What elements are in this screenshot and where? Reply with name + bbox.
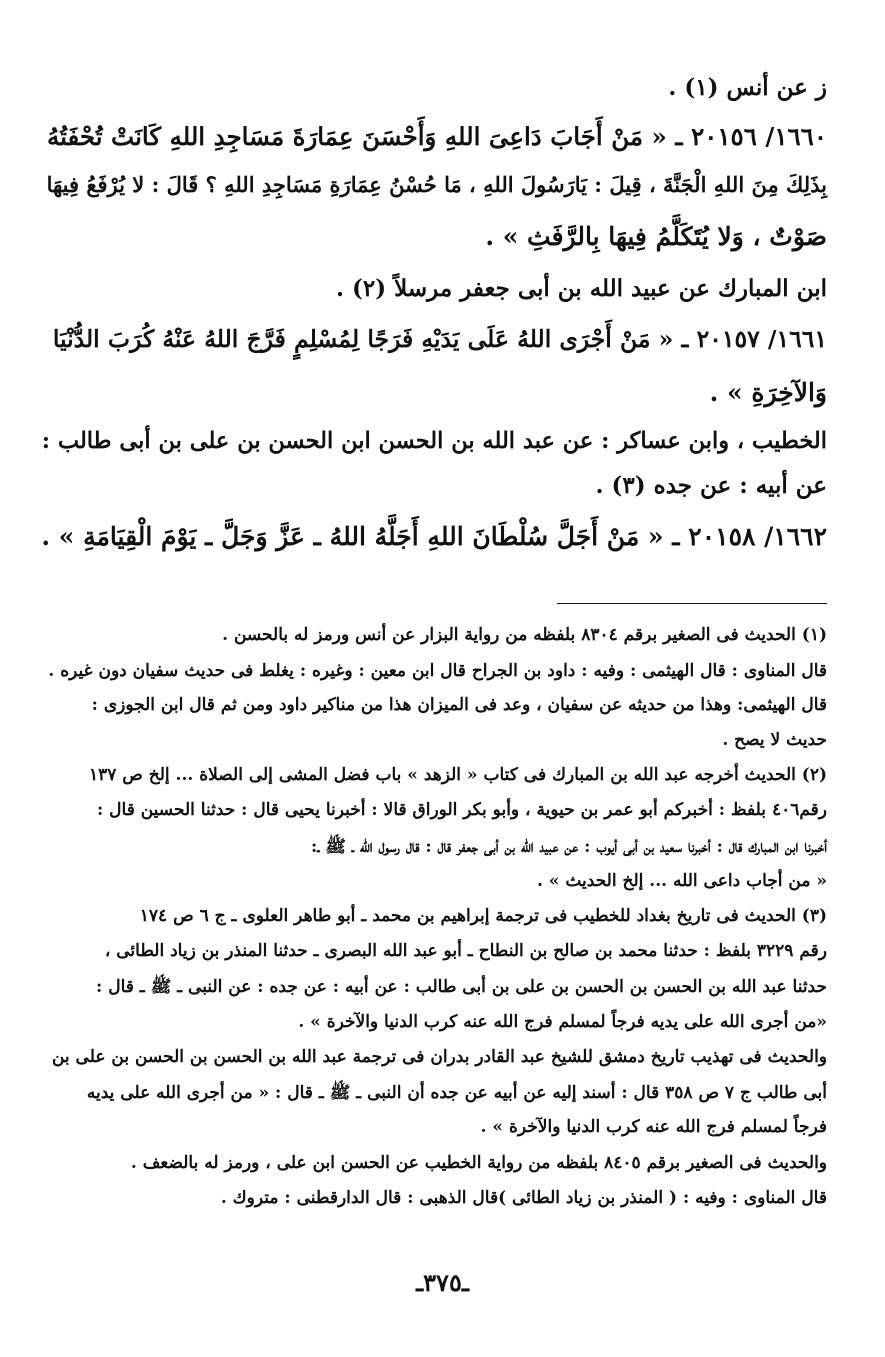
hadith-line-20156-b: بِذَلِكَ مِنَ اللهِ الْجَنَّةَ ، قِيلَ : يَارَسُولَ اللهِ ، مَا حُسْنُ عِمَارَةِ مَسَاجِدِ اللهِ ؟ قَالَ : لا يُرْفَعُ فِيهَا: [46, 172, 827, 197]
footnote-line: قال الهيثمى: وهذا من حديثه عن سفيان ، وعد فى الميزان هذا من مناكير داود ومن ثم قال ابن الجوزى :: [91, 695, 827, 715]
footnote-line: والحديث فى الصغير برقم ٨٤٠٥ بلفظه من رواية الخطيب عن الحسن ابن على ، ورمز له بالضعف .: [130, 1153, 827, 1173]
footnote-line: (٢) الحديث أخرجه عبد الله بن المبارك فى كتاب « الزهد » باب فضل المشى إلى الصلاة ... إلخ ص ١٣٧: [88, 765, 827, 785]
footnote-line: حدثنا عبد الله بن الحسن بن الحسن بن على بن أبى طالب : عن أبيه : عن جده : عن النبى ـ ﷺ ـ قال :: [96, 977, 827, 997]
footnote-line: أخبرنا ابن المبارك قال : أخبرنا سعيد بن أبى أيوب : عن عبيد الله بن أبى جعفر قال : قال رسول الله ـ ﷺ ـ:: [311, 837, 827, 857]
page-number: ـ٣٧٥ـ: [416, 1268, 469, 1297]
footnote-line: قال المناوى : قال الهيثمى : وفيه : داود بن الجراح قال ابن معين : وغيره : يغلط فى حديث سفيان دون غيره .: [48, 661, 827, 681]
source-line-1: ابن المبارك عن عبيد الله بن أبى جعفر مرسلاً (٢) .: [336, 275, 827, 302]
footnote-line: قال المناوى : وفيه : ( المنذر بن زياد الطائى )قال الذهبى : قال الدارقطنى : متروك .: [220, 1188, 827, 1208]
main-line-1: ز عن أنس (١) .: [668, 74, 827, 101]
hadith-line-20157-a: ١٦٦١/ ٢٠١٥٧ ـ « مَنْ أَجْرَى اللهُ عَلَى يَدَيْهِ فَرَجًا لِمُسْلِمٍ فَرَّجَ اللهُ عَنْهُ كُرَبَ الدُّنْيَا: [52, 325, 827, 353]
footnote-line: (٣) الحديث فى تاريخ بغداد للخطيب فى ترجمة إبراهيم بن محمد ـ أبو طاهر العلوى ـ ج ٦ ص ١٧٤: [139, 906, 827, 926]
hadith-line-20157-b: وَالآخِرَةِ » .: [709, 378, 827, 407]
hadith-line-20156-a: ١٦٦٠/ ٢٠١٥٦ ـ « مَنْ أَجَابَ دَاعِىَ اللهِ وَأَحْسَنَ عِمَارَةَ مَسَاجِدِ اللهِ كَانَتْ تُحْفَتُهُ: [46, 122, 827, 151]
footnote-line: حديث لا يصح .: [722, 730, 827, 750]
footnote-line: والحديث فى تهذيب تاريخ دمشق للشيخ عبد القادر بدران فى ترجمة عبد الله بن الحسن بن الحسن بن على بن: [51, 1047, 827, 1067]
hadith-line-20156-c: صَوْتٌ ، وَلا يُتَكَلَّمُ فِيهَا بِالرَّفَثِ » .: [485, 222, 827, 251]
footnote-line: أبى طالب ج ٧ ص ٣٥٨ قال : أسند إليه عن أبيه عن جده أن النبى ـ ﷺ ـ قال : « من أجرى الله على يديه: [86, 1083, 827, 1103]
footnote-line: « من أجاب داعى الله ... إلخ الحديث » .: [536, 871, 827, 891]
footnote-line: فرجاً لمسلم فرج الله عنه كرب الدنيا والآخرة » .: [480, 1117, 827, 1137]
hadith-line-20158: ١٦٦٢/ ٢٠١٥٨ ـ « مَنْ أَجَلَّ سُلْطَانَ اللهِ أَجَلَّهُ اللهُ ـ عَزَّ وَجَلَّ ـ يَوْمَ الْقِيَامَةِ » .: [41, 522, 827, 551]
footnote-line: رقم٤٠٦ بلفظ : أخبركم أبو عمر بن حيوية ، وأبو بكر الوراق قالا : أخبرنا يحيى قال : حدثنا الحسين قال :: [96, 800, 827, 820]
footnote-line: «من أجرى الله على يديه فرجاً لمسلم فرج الله عنه كرب الدنيا والآخرة » .: [298, 1012, 827, 1032]
footnote-line: رقم ٣٢٢٩ بلفظ : حدثنا محمد بن صالح بن النطاح ـ أبو عبد الله البصرى ـ حدثنا المنذر بن زياد الطائى ،: [104, 941, 827, 961]
footnote-rule: [557, 603, 827, 604]
source-line-3: عن أبيه : عن جده (٣) .: [595, 472, 827, 499]
source-line-2: الخطيب ، وابن عساكر : عن عبد الله بن الحسن ابن الحسن بن على بن أبى طالب :: [41, 428, 827, 454]
footnote-line: (١) الحديث فى الصغير برقم ٨٣٠٤ بلفظه من رواية البزار عن أنس ورمز له بالحسن .: [222, 625, 827, 645]
